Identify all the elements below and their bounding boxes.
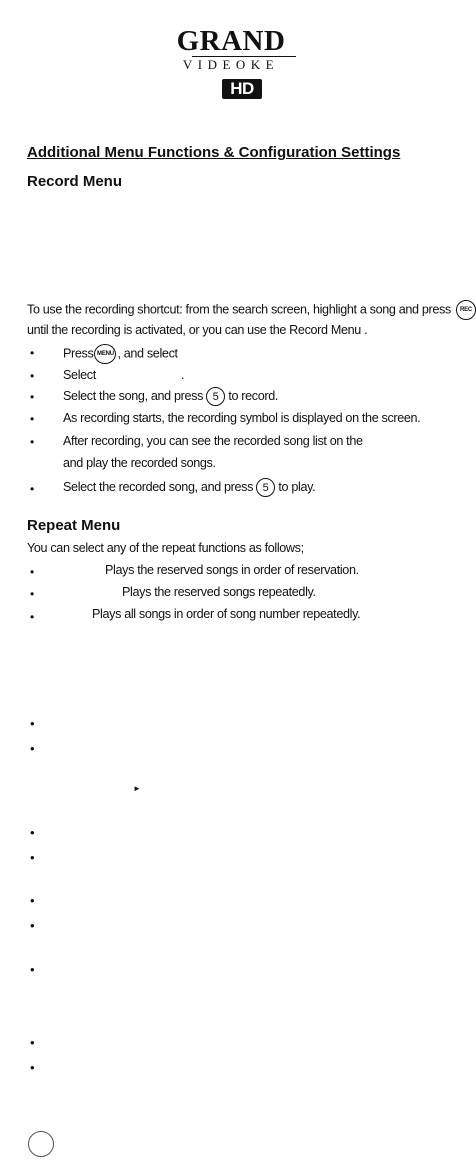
record-intro-line-2: until the recording is activated, or you can use the Record Menu . xyxy=(27,323,368,337)
record-step-3-text-a: Select the song, and press xyxy=(63,388,204,403)
record-step-6 xyxy=(63,478,315,497)
bullet-icon: • xyxy=(30,369,35,383)
bullet-icon: • xyxy=(30,435,35,449)
repeat-menu-heading: Repeat Menu xyxy=(27,517,121,534)
repeat-intro: You can select any of the repeat functions as follows; xyxy=(27,541,304,555)
page-number-circle xyxy=(28,1131,54,1157)
record-step-2-period: . xyxy=(181,368,185,382)
record-step-1-text-b: , and select xyxy=(117,346,178,361)
arrow-right-icon: ► xyxy=(133,784,141,793)
record-step-6-text-b: to play. xyxy=(278,479,316,494)
record-step-3-text-b: to record. xyxy=(228,388,279,403)
number-5-key-icon: 5 xyxy=(206,387,225,406)
empty-list-dot: • xyxy=(30,1035,35,1050)
record-step-2: Select xyxy=(63,368,96,382)
empty-list-dot: • xyxy=(30,850,35,865)
repeat-option-3: Plays all songs in order of song number repeatedly. xyxy=(92,607,361,621)
record-step-1-text-a: Press xyxy=(63,346,94,361)
bullet-icon: • xyxy=(30,587,35,601)
record-intro-text-1: To use the recording shortcut: from the search screen, highlight a song and press xyxy=(27,302,451,317)
record-step-6-text-a: Select the recorded song, and press xyxy=(63,479,254,494)
record-step-5-line-2: and play the recorded songs. xyxy=(63,456,216,470)
hd-badge: HD xyxy=(222,79,262,99)
record-step-3 xyxy=(63,387,278,406)
bullet-icon: • xyxy=(30,482,35,496)
page-title: Additional Menu Functions & Configuration Settings xyxy=(27,144,401,161)
brand-logo-videoke: VIDEOKE xyxy=(182,57,280,72)
empty-list-dot: • xyxy=(30,1060,35,1075)
bullet-icon: • xyxy=(30,390,35,404)
empty-list-dot: • xyxy=(30,741,35,756)
empty-list-dot: • xyxy=(30,716,35,731)
rec-key-icon: REC xyxy=(456,300,476,320)
record-intro-line-1 xyxy=(27,300,476,320)
bullet-icon: • xyxy=(30,346,35,360)
number-5-key-icon: 5 xyxy=(256,478,275,497)
bullet-icon: • xyxy=(30,412,35,426)
bullet-icon: • xyxy=(30,610,35,624)
record-step-1 xyxy=(63,344,178,364)
record-step-4: As recording starts, the recording symbol is displayed on the screen. xyxy=(63,411,421,425)
record-step-5-line-1: After recording, you can see the recorded song list on the xyxy=(63,434,363,448)
brand-logo-grand: GRAND xyxy=(176,25,286,57)
repeat-option-1: Plays the reserved songs in order of reservation. xyxy=(105,563,359,577)
empty-list-dot: • xyxy=(30,893,35,908)
repeat-option-2: Plays the reserved songs repeatedly. xyxy=(122,585,316,599)
empty-list-dot: • xyxy=(30,962,35,977)
record-menu-heading: Record Menu xyxy=(27,173,123,190)
bullet-icon: • xyxy=(30,565,35,579)
empty-list-dot: • xyxy=(30,825,35,840)
menu-key-icon: MENU xyxy=(94,344,116,364)
empty-list-dot: • xyxy=(30,918,35,933)
